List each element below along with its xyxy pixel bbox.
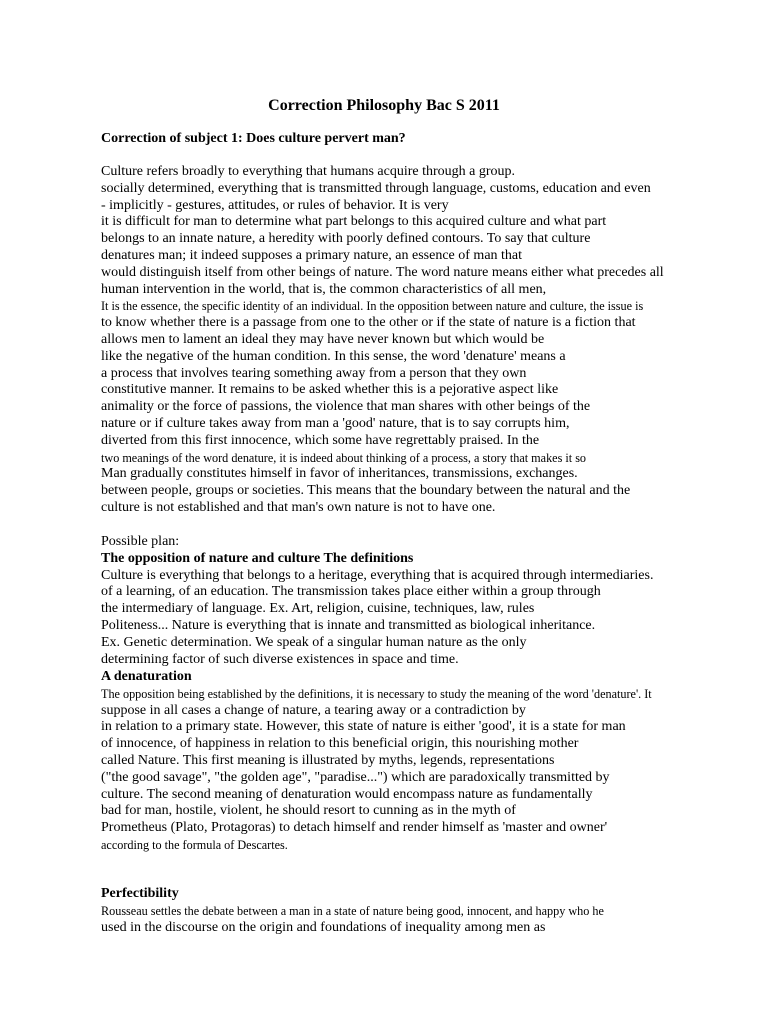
subject-section (101, 131, 721, 148)
text-line: bad for man, hostile, violent, he should resort to cunning as in the myth of (101, 803, 516, 819)
text-line: the intermediary of language. Ex. Art, religion, cuisine, techniques, law, rules (101, 601, 535, 617)
text-line: The opposition being established by the definitions, it is necessary to study the meaning of the word 'denature'. It (101, 686, 652, 701)
perfectibility-section (101, 886, 721, 936)
text-line: Prometheus (Plato, Protagoras) to detach himself and render himself as 'master and owner' (101, 820, 608, 836)
plan-label: Possible plan: (101, 534, 180, 549)
document-title: Correction Philosophy Bac S 2011 (268, 97, 500, 114)
text-line: culture. The second meaning of denaturation would encompass nature as fundamentally (101, 786, 593, 802)
text-line: Rousseau settles the debate between a man in a state of nature being good, innocent, and happy who he (101, 903, 604, 918)
text-line: used in the discourse on the origin and foundations of inequality among men as (101, 919, 546, 935)
text-line: animality or the force of passions, the violence that man shares with other beings of the (101, 399, 591, 415)
plan-paragraph (101, 568, 721, 669)
text-line: denatures man; it indeed supposes a primary nature, an essence of man that (101, 247, 523, 263)
text-line: two meanings of the word denature, it is indeed about thinking of a process, a story that makes it so (101, 450, 587, 465)
text-line: a process that involves tearing something away from a person that they own (101, 365, 527, 381)
text-line: Man gradually constitutes himself in favor of inheritances, transmissions, exchanges. (101, 466, 578, 482)
text-line: of innocence, of happiness in relation to this beneficial origin, this nourishing mother (101, 736, 579, 752)
text-line: like the negative of the human condition. In this sense, the word 'denature' means a (101, 348, 566, 364)
denaturation-paragraph (101, 686, 721, 854)
text-line: human intervention in the world, that is, the common characteristics of all men, (101, 281, 547, 297)
perfectibility-heading: Perfectibility (101, 886, 179, 901)
text-line: constitutive manner. It remains to be asked whether this is a pejorative aspect like (101, 382, 559, 398)
intro-paragraph (101, 164, 721, 517)
text-line: suppose in all cases a change of nature, a tearing away or a contradiction by (101, 702, 526, 718)
text-line: would distinguish itself from other beings of nature. The word nature means either what precedes all (101, 264, 664, 280)
text-line: between people, groups or societies. This means that the boundary between the natural and the (101, 483, 631, 499)
text-line: It is the essence, the specific identity of an individual. In the opposition between nature and culture, the issue is (101, 299, 644, 314)
text-line: allows men to lament an ideal they may have never known but which would be (101, 331, 545, 347)
text-line: ("the good savage", "the golden age", "paradise...") which are paradoxically transmitted by (101, 769, 610, 785)
text-line: nature or if culture takes away from man a 'good' nature, that is to say corrupts him, (101, 415, 570, 431)
plan-heading: The opposition of nature and culture The definitions (101, 550, 414, 566)
text-line: socially determined, everything that is transmitted through language, customs, education and even (101, 180, 651, 196)
text-line: in relation to a primary state. However, this state of nature is either 'good', it is a state for man (101, 719, 626, 735)
text-line: it is difficult for man to determine what part belongs to this acquired culture and what part (101, 214, 607, 230)
text-line: Politeness... Nature is everything that is innate and transmitted as biological inheritance. (101, 617, 596, 633)
plan-section (101, 534, 721, 668)
text-line: called Nature. This first meaning is illustrated by myths, legends, representations (101, 752, 555, 768)
text-line: diverted from this first innocence, which some have regrettably praised. In the (101, 432, 540, 448)
text-line: - implicitly - gestures, attitudes, or rules of behavior. It is very (101, 197, 449, 213)
text-line: Ex. Genetic determination. We speak of a singular human nature as the only (101, 634, 527, 650)
perfectibility-paragraph (101, 903, 721, 937)
denaturation-heading: A denaturation (101, 669, 192, 684)
text-line: Culture refers broadly to everything that humans acquire through a group. (101, 164, 516, 179)
text-line: of a learning, of an education. The transmission takes place either within a group through (101, 584, 601, 600)
text-line: according to the formula of Descartes. (101, 837, 288, 852)
text-line: Culture is everything that belongs to a heritage, everything that is acquired through intermediaries. (101, 567, 654, 583)
text-line: to know whether there is a passage from one to the other or if the state of nature is a fiction that (101, 315, 636, 331)
subject-heading: Correction of subject 1: Does culture pervert man? (101, 131, 406, 146)
text-line: culture is not established and that man's own nature is not to have one. (101, 499, 496, 515)
text-line: determining factor of such diverse existences in space and time. (101, 651, 459, 667)
denaturation-section (101, 669, 721, 854)
text-line: belongs to an innate nature, a heredity with poorly defined contours. To say that culture (101, 231, 591, 247)
